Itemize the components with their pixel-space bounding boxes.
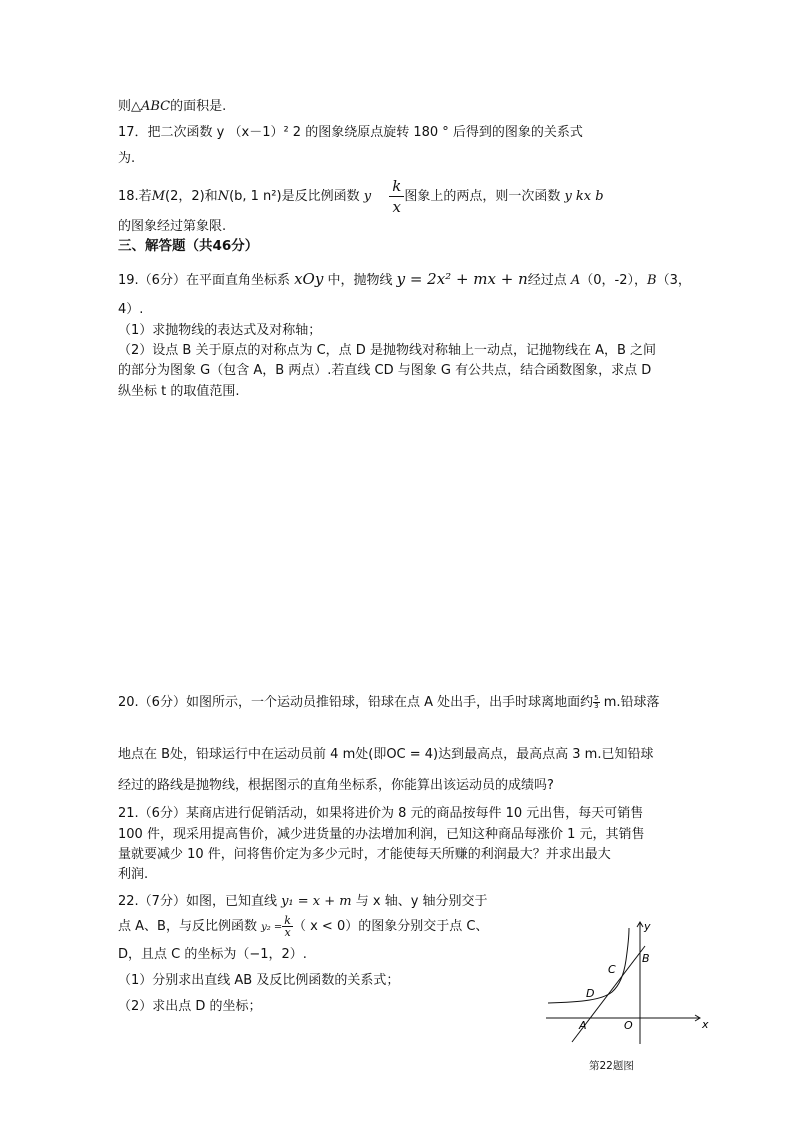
q21-line3: 量就要减少 10 件，问将售价定为多少元时，才能使每天所赚的利润最大？并求出最大 [118, 847, 611, 862]
q18-y: y [363, 189, 372, 204]
q19-parabola-eq: y = 2x² + mx + n [396, 270, 528, 288]
section-heading: 三、解答题（共46分） [118, 238, 259, 254]
q21-line4: 利润. [118, 867, 149, 882]
q17-line2: 为. [118, 151, 136, 166]
q22-line2 [118, 914, 488, 941]
q19-part2a: （2）设点 B 关于原点的对称点为 C，点 D 是抛物线对称轴上一动点，记抛物线在 A，B 之间 [118, 343, 657, 358]
q19-point-a: A [570, 273, 581, 288]
q19-text-e: （3， [656, 273, 691, 288]
q18-text-b: (2，2)和 [165, 189, 218, 204]
q22-line-eq: y₁ = x + m [281, 894, 352, 909]
q22-figure [542, 916, 712, 1056]
q19-line2: 4）. [118, 302, 144, 317]
q20-text-a: 20.（6分）如图所示，一个运动员推铅球，铅球在点 A 处出手，出手时球离地面约 [118, 695, 594, 710]
q20-line2: 地点在 B处，铅球运行中在运动员前 4 m处(即OC = 4)达到最高点，最高点高 3 m.已知铅球 [118, 747, 654, 762]
label-x: x [702, 1018, 709, 1031]
q22-frac-num: k [284, 914, 291, 927]
q18-point-n: N [217, 189, 230, 204]
q22-part1: （1）分别求出直线 AB 及反比例函数的关系式； [118, 973, 400, 988]
q22-text-b: 与 x 轴、y 轴分别交于 [351, 894, 488, 909]
q22-text-d: （ x < 0）的图象分别交于点 C、 [292, 919, 489, 934]
q18-fraction [389, 176, 404, 217]
q18-point-m: M [151, 189, 165, 204]
q19-part2c: 纵坐标 t 的取值范围. [118, 384, 240, 399]
q20-frac-den: 3 [594, 702, 599, 710]
figure-caption: 第22题图 [589, 1060, 634, 1072]
q18-frac-den: x [392, 198, 401, 216]
q22-text-c: 点 A、B，与反比例函数 [118, 919, 262, 934]
label-o: O [624, 1019, 633, 1032]
q19-text-d: （0，-2）， [580, 273, 647, 288]
q16-text-b: 的面积是. [170, 99, 227, 114]
q16-line [118, 98, 226, 116]
q22-text-a: 22.（7分）如图，已知直线 [118, 894, 282, 909]
label-y: y [644, 920, 651, 933]
q16-text-a: 则△ [118, 99, 141, 114]
q18-line2: 的图象经过第象限. [118, 219, 227, 234]
q19-point-b: B [647, 273, 657, 288]
q18-linear-func: y kx b [564, 189, 604, 204]
q18-text-a: 18.若 [118, 189, 152, 204]
q17-line1: 17．把二次函数 y （x－1）² 2 的图象绕原点旋转 180 ° 后得到的图象的关系式 [118, 125, 583, 140]
q18-text-d: 图象上的两点，则一次函数 [404, 189, 565, 204]
q19-line1 [118, 268, 691, 292]
q19-text-a: 19.（6分）在平面直角坐标系 [118, 273, 295, 288]
q19-text-c: 经过点 [527, 273, 571, 288]
q19-part2b: 的部分为图象 G（包含 A，B 两点）.若直线 CD 与图象 G 有公共点，结合函数图象，求点 D [118, 363, 652, 378]
label-d: D [586, 987, 595, 1000]
q22-fraction [282, 915, 293, 938]
q22-y2: y₂ = [261, 922, 283, 933]
q19-text-b: 中，抛物线 [323, 273, 397, 288]
label-c: C [608, 963, 616, 976]
q16-triangle-name: ABC [141, 99, 171, 114]
q19-part1: （1）求抛物线的表达式及对称轴； [118, 323, 322, 338]
q21-line2: 100 件，现采用提高售价，减少进货量的办法增加利润，已知这种商品每涨价 1 元，其销售 [118, 827, 645, 842]
q20-frac-num: 5 [594, 694, 599, 702]
q18-text-c: (b, 1 n²)是反比例函数 [229, 189, 364, 204]
q20-text-b: m.铅球落 [599, 695, 660, 710]
label-a: A [579, 1019, 587, 1032]
q18-frac-num: k [389, 176, 404, 197]
q19-xoy: xOy [294, 270, 324, 288]
q22-part2: （2）求出点 D 的坐标； [118, 999, 262, 1014]
q18-line1 [118, 176, 604, 217]
q22-line1 [118, 893, 488, 911]
label-b: B [642, 952, 650, 965]
q20-line3: 经过的路线是抛物线，根据图示的直角坐标系，你能算出该运动员的成绩吗? [118, 778, 554, 793]
q22-line3: D，且点 C 的坐标为（−1，2）. [118, 947, 307, 962]
q20-line1 [118, 692, 660, 714]
q21-line1: 21.（6分）某商店进行促销活动，如果将进价为 8 元的商品按每件 10 元出售，每天可销售 [118, 806, 644, 821]
q22-frac-den: x [284, 926, 291, 939]
